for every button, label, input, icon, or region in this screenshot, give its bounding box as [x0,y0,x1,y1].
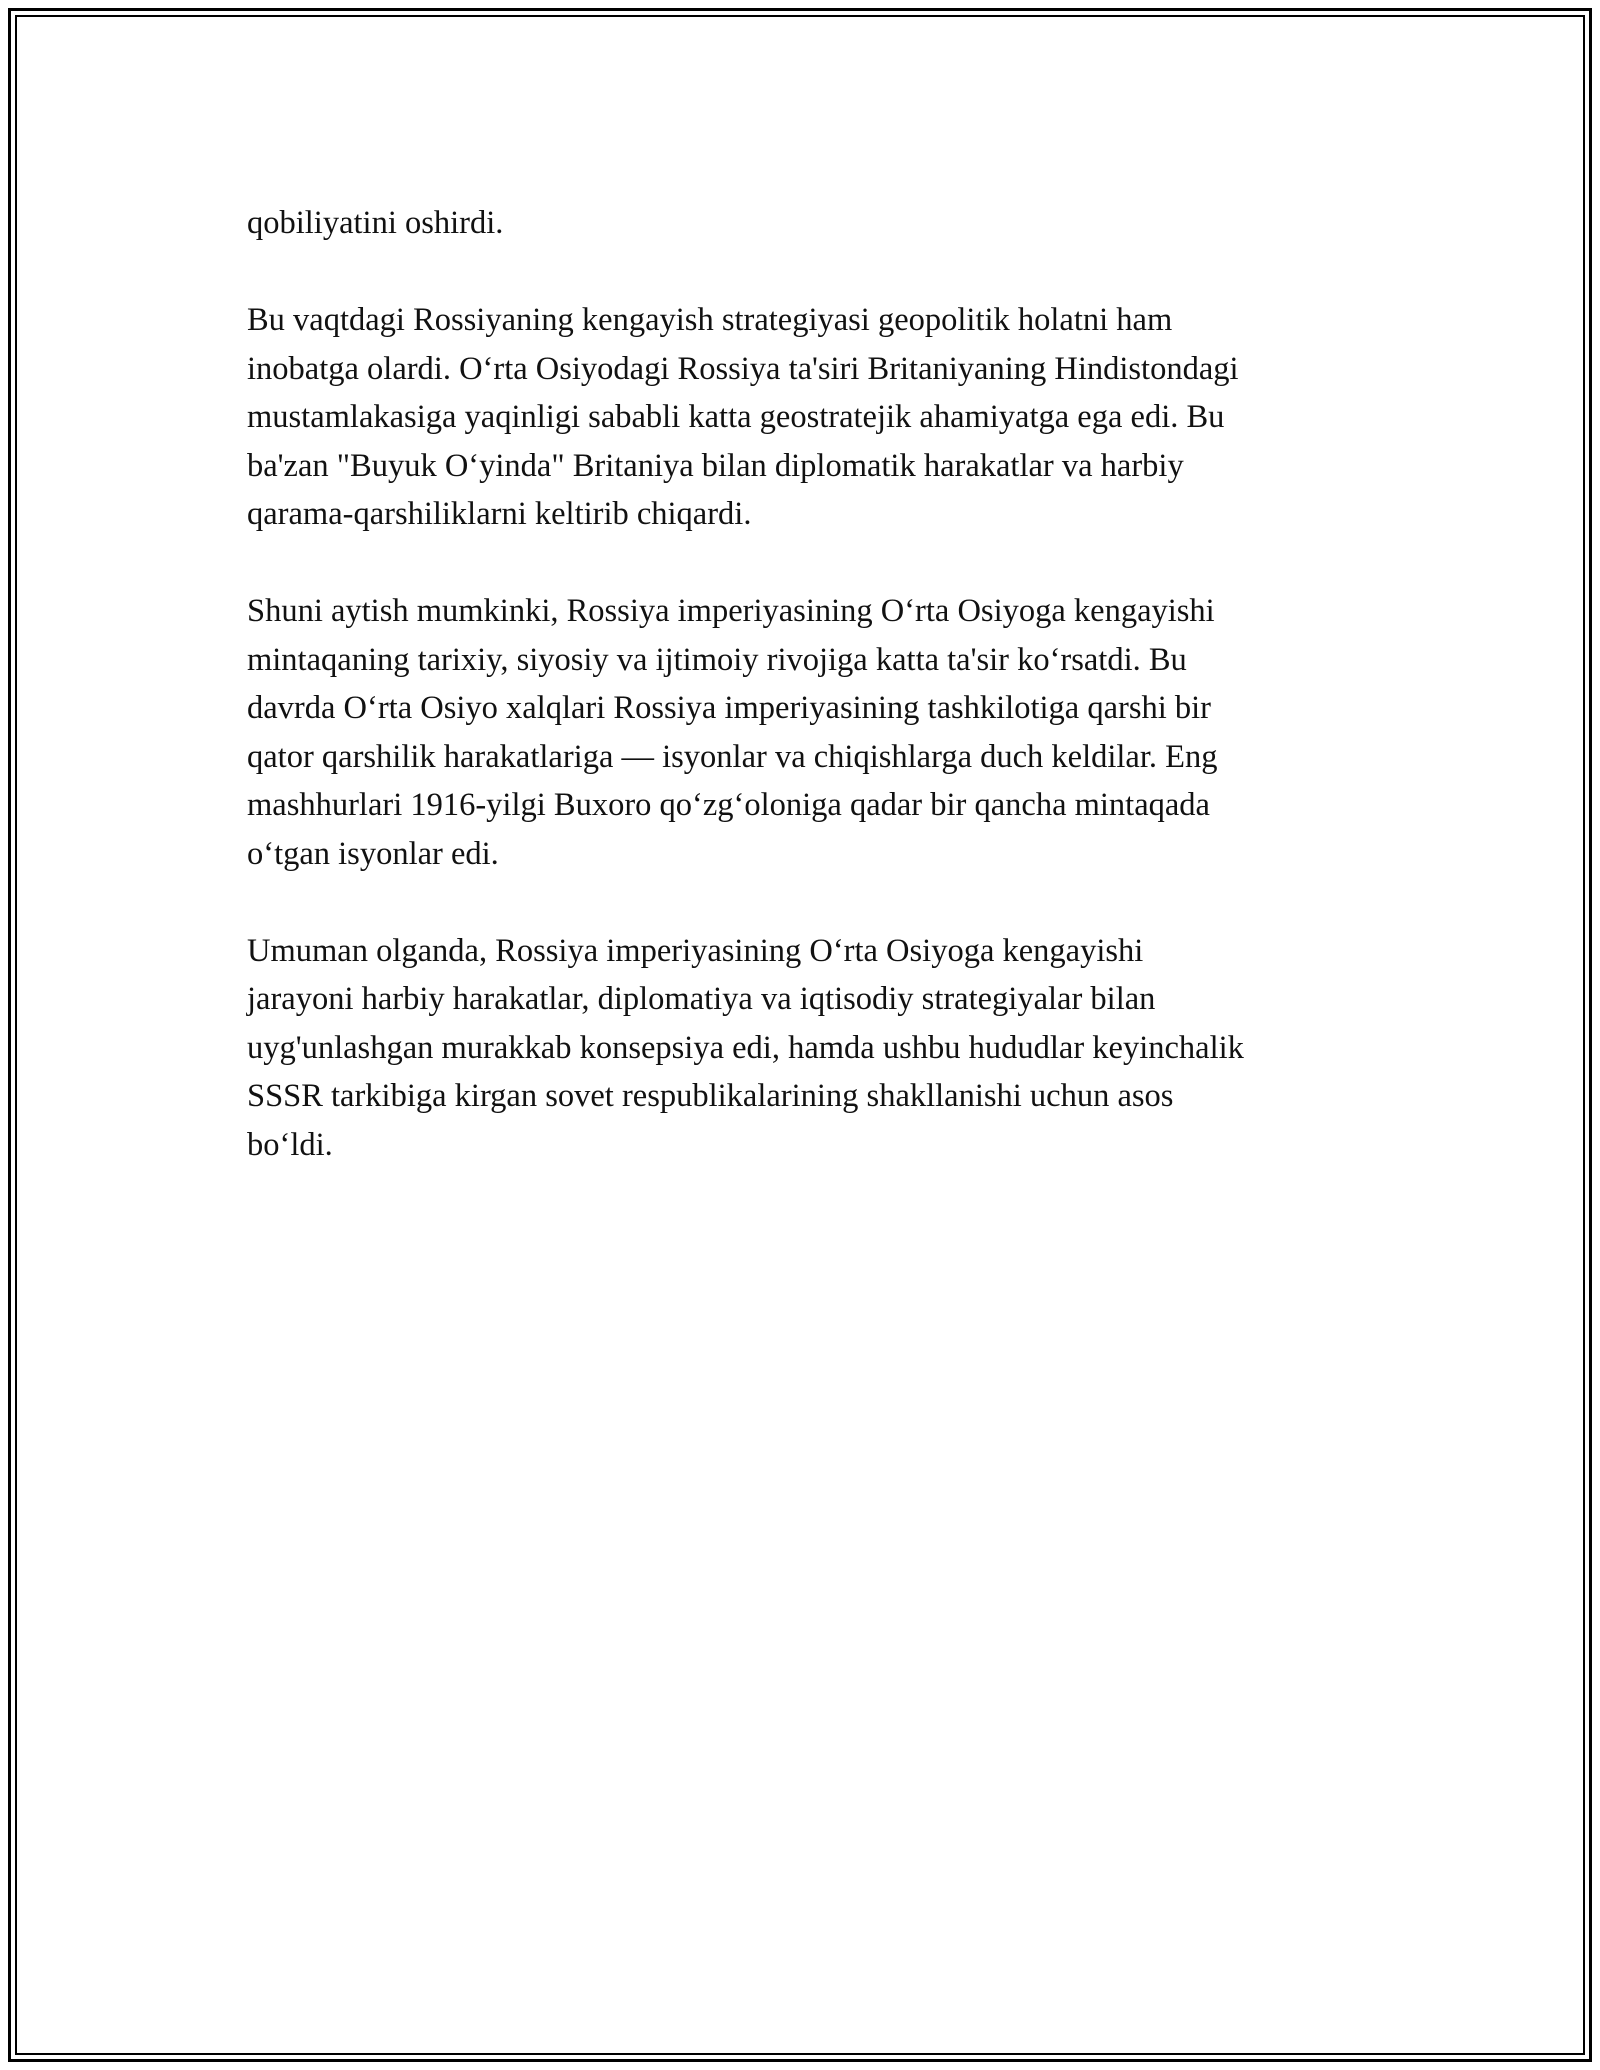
document-body [247,199,1377,1169]
text-line: mintaqaning tarixiy, siyosiy va ijtimoiy rivojiga katta ta'sir ko‘rsatdi. Bu [247,641,1187,678]
text-line: qarama-qarshiliklarni keltirib chiqardi. [247,496,752,532]
text-line: inobatga olardi. O‘rta Osiyodagi Rossiya ta'siri Britaniyaning Hindistondagi [247,350,1239,387]
text-line: Shuni aytish mumkinki, Rossiya imperiyasining O‘rta Osiyoga kengayishi [247,593,1215,629]
text-line: bo‘ldi. [247,1126,333,1163]
text-line: qator qarshilik harakatlariga — isyonlar va chiqishlarga duch keldilar. Eng [247,738,1218,775]
paragraph-2 [247,296,1377,539]
page-border [8,8,1592,2062]
text-line: SSSR tarkibiga kirgan sovet respublikalarining shakllanishi uchun asos [247,1078,1174,1114]
text-line: davrda O‘rta Osiyo xalqlari Rossiya imperiyasining tashkilotiga qarshi bir [247,690,1211,726]
text-line: uyg'unlashgan murakkab konsepsiya edi, hamda ushbu hududlar keyinchalik [247,1029,1244,1066]
text-line: jarayoni harbiy harakatlar, diplomatiya va iqtisodiy strategiyalar bilan [247,981,1156,1017]
text-line: mustamlakasiga yaqinligi sababli katta geostratejik ahamiyatga ega edi. Bu [247,399,1225,435]
paragraph-1 [247,199,1377,248]
text-line: qobiliyatini oshirdi. [247,205,504,241]
text-line: Bu vaqtdagi Rossiyaning kengayish strategiyasi geopolitik holatni ham [247,302,1173,338]
text-line: ba'zan "Buyuk O‘yinda" Britaniya bilan diplomatik harakatlar va harbiy [247,447,1184,484]
paragraph-4 [247,927,1377,1170]
text-line: o‘tgan isyonlar edi. [247,835,499,872]
text-line: mashhurlari 1916-yilgi Buxoro qo‘zg‘oloniga qadar bir qancha mintaqada [247,787,1210,823]
paragraph-3 [247,587,1377,878]
text-line: Umuman olganda, Rossiya imperiyasining O‘rta Osiyoga kengayishi [247,932,1144,969]
